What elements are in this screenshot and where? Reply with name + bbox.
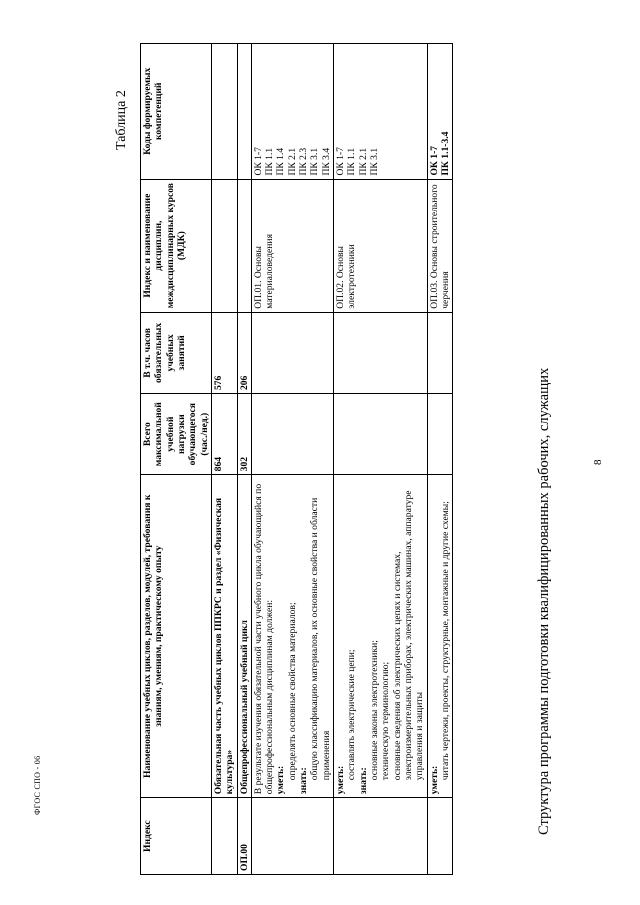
row5-total	[427, 394, 453, 475]
row4-umet-item: составлять электрические цепи;	[346, 649, 358, 781]
competence-code: ПК 1.1	[264, 147, 276, 176]
row1-mandatory: 576	[211, 312, 237, 393]
document-title: Структура программы подготовки квалифицированных рабочих, служащих	[536, 367, 552, 835]
competence-code: ПК 2.1	[357, 147, 369, 176]
row1-discipline	[211, 179, 237, 312]
row3-index	[251, 798, 333, 875]
row5-mandatory	[427, 312, 453, 393]
row4-znat-item: основные законы электротехники;	[368, 640, 380, 781]
competence-code: ПК 2.3	[298, 147, 310, 176]
competence-code: ПК 1.1-3.4	[439, 131, 451, 176]
row2-name: Общепрофессиональный учебный цикл	[237, 475, 251, 798]
row3-total	[251, 394, 333, 475]
row4-znat-item: основные сведения об электрических цепях и системах, электроизмерительных приборах, электрических машинах, аппаратуре управления и защиты	[391, 490, 426, 781]
header-name: Наименование учебных циклов, разделов, модулей, требования к знаниям, умениям, практическому опыту	[141, 475, 212, 798]
competence-code: ОК 1-7	[252, 147, 264, 176]
row2-total: 302	[237, 394, 251, 475]
row1-total: 864	[211, 394, 237, 475]
row4-name	[334, 475, 428, 798]
row4-codes	[334, 44, 428, 180]
table-row	[211, 44, 237, 875]
header-codes: Коды формируемых компетенций	[141, 44, 212, 180]
row4-discipline: ОП.02. Основы электротехники	[334, 179, 428, 312]
row3-intro: В результате изучения обязательной части учебного цикла обучающийся по общепрофессиональным дисциплинам должен:	[252, 483, 276, 795]
header-discipline: Индекс и наименование дисциплин, междисциплинарных курсов (МДК)	[141, 179, 212, 312]
row5-name	[427, 475, 453, 798]
row3-name	[251, 475, 333, 798]
row4-umet-label: уметь:	[335, 765, 346, 795]
competence-code: ПК 3.1	[368, 147, 380, 176]
page-number: 8	[592, 459, 604, 465]
row2-index: ОП.00	[237, 798, 251, 875]
table-row	[334, 44, 428, 875]
table-header-row	[141, 44, 212, 875]
table-row	[427, 44, 453, 875]
row5-umet-label: уметь:	[428, 765, 440, 795]
row5-index	[427, 798, 453, 875]
row3-znat-label: знать:	[298, 767, 310, 795]
header-index: Индекс	[141, 798, 212, 875]
row5-codes	[427, 44, 453, 180]
row4-znat-label: знать:	[357, 767, 369, 795]
row2-discipline	[237, 179, 251, 312]
row5-discipline: ОП.03. Основы строительного черчения	[427, 179, 453, 312]
competence-code: ПК 1.4	[275, 147, 287, 176]
row3-umet-item: определять основные свойства материалов;	[286, 602, 298, 781]
header-total: Всего максимальной учебной нагрузки обучающегося (час./нед.)	[141, 394, 212, 475]
row4-total	[334, 394, 428, 475]
row4-index	[334, 798, 428, 875]
competence-code: ПК 3.4	[320, 147, 332, 176]
row2-codes	[237, 44, 251, 180]
row1-name: Обязательная часть учебных циклов ППКРС и раздел «Физическая культура»	[211, 475, 237, 798]
row3-znat-item: общую классификацию материалов, их основные свойства и области применения	[309, 497, 332, 781]
row5-umet-item: читать чертежи, проекты, структурные, монтажные и другие схемы;	[439, 501, 451, 781]
row3-codes	[251, 44, 333, 180]
header-mandatory: В т.ч. часов обязательных учебных занятий	[141, 312, 212, 393]
row3-discipline: ОП.01. Основы материаловедения	[251, 179, 333, 312]
table-label: Таблица 2	[114, 90, 129, 150]
row4-znat-item: техническую терминологию;	[380, 661, 392, 781]
competence-code: ПК 1.1	[346, 147, 358, 176]
row1-index	[211, 798, 237, 875]
row3-umet-label: уметь:	[275, 765, 287, 795]
row3-mandatory	[251, 312, 333, 393]
competence-code: ОК 1-7	[335, 147, 346, 176]
row4-mandatory	[334, 312, 428, 393]
row1-codes	[211, 44, 237, 180]
table-row	[237, 44, 251, 875]
competence-code: ПК 3.1	[309, 147, 321, 176]
competence-code: ПК 2.1	[286, 147, 298, 176]
row2-mandatory: 206	[237, 312, 251, 393]
structure-table	[140, 43, 453, 875]
competence-code: ОК 1-7	[428, 145, 440, 176]
table-row	[251, 44, 333, 875]
footer-code: ФГОС СПО - 06	[33, 755, 42, 815]
